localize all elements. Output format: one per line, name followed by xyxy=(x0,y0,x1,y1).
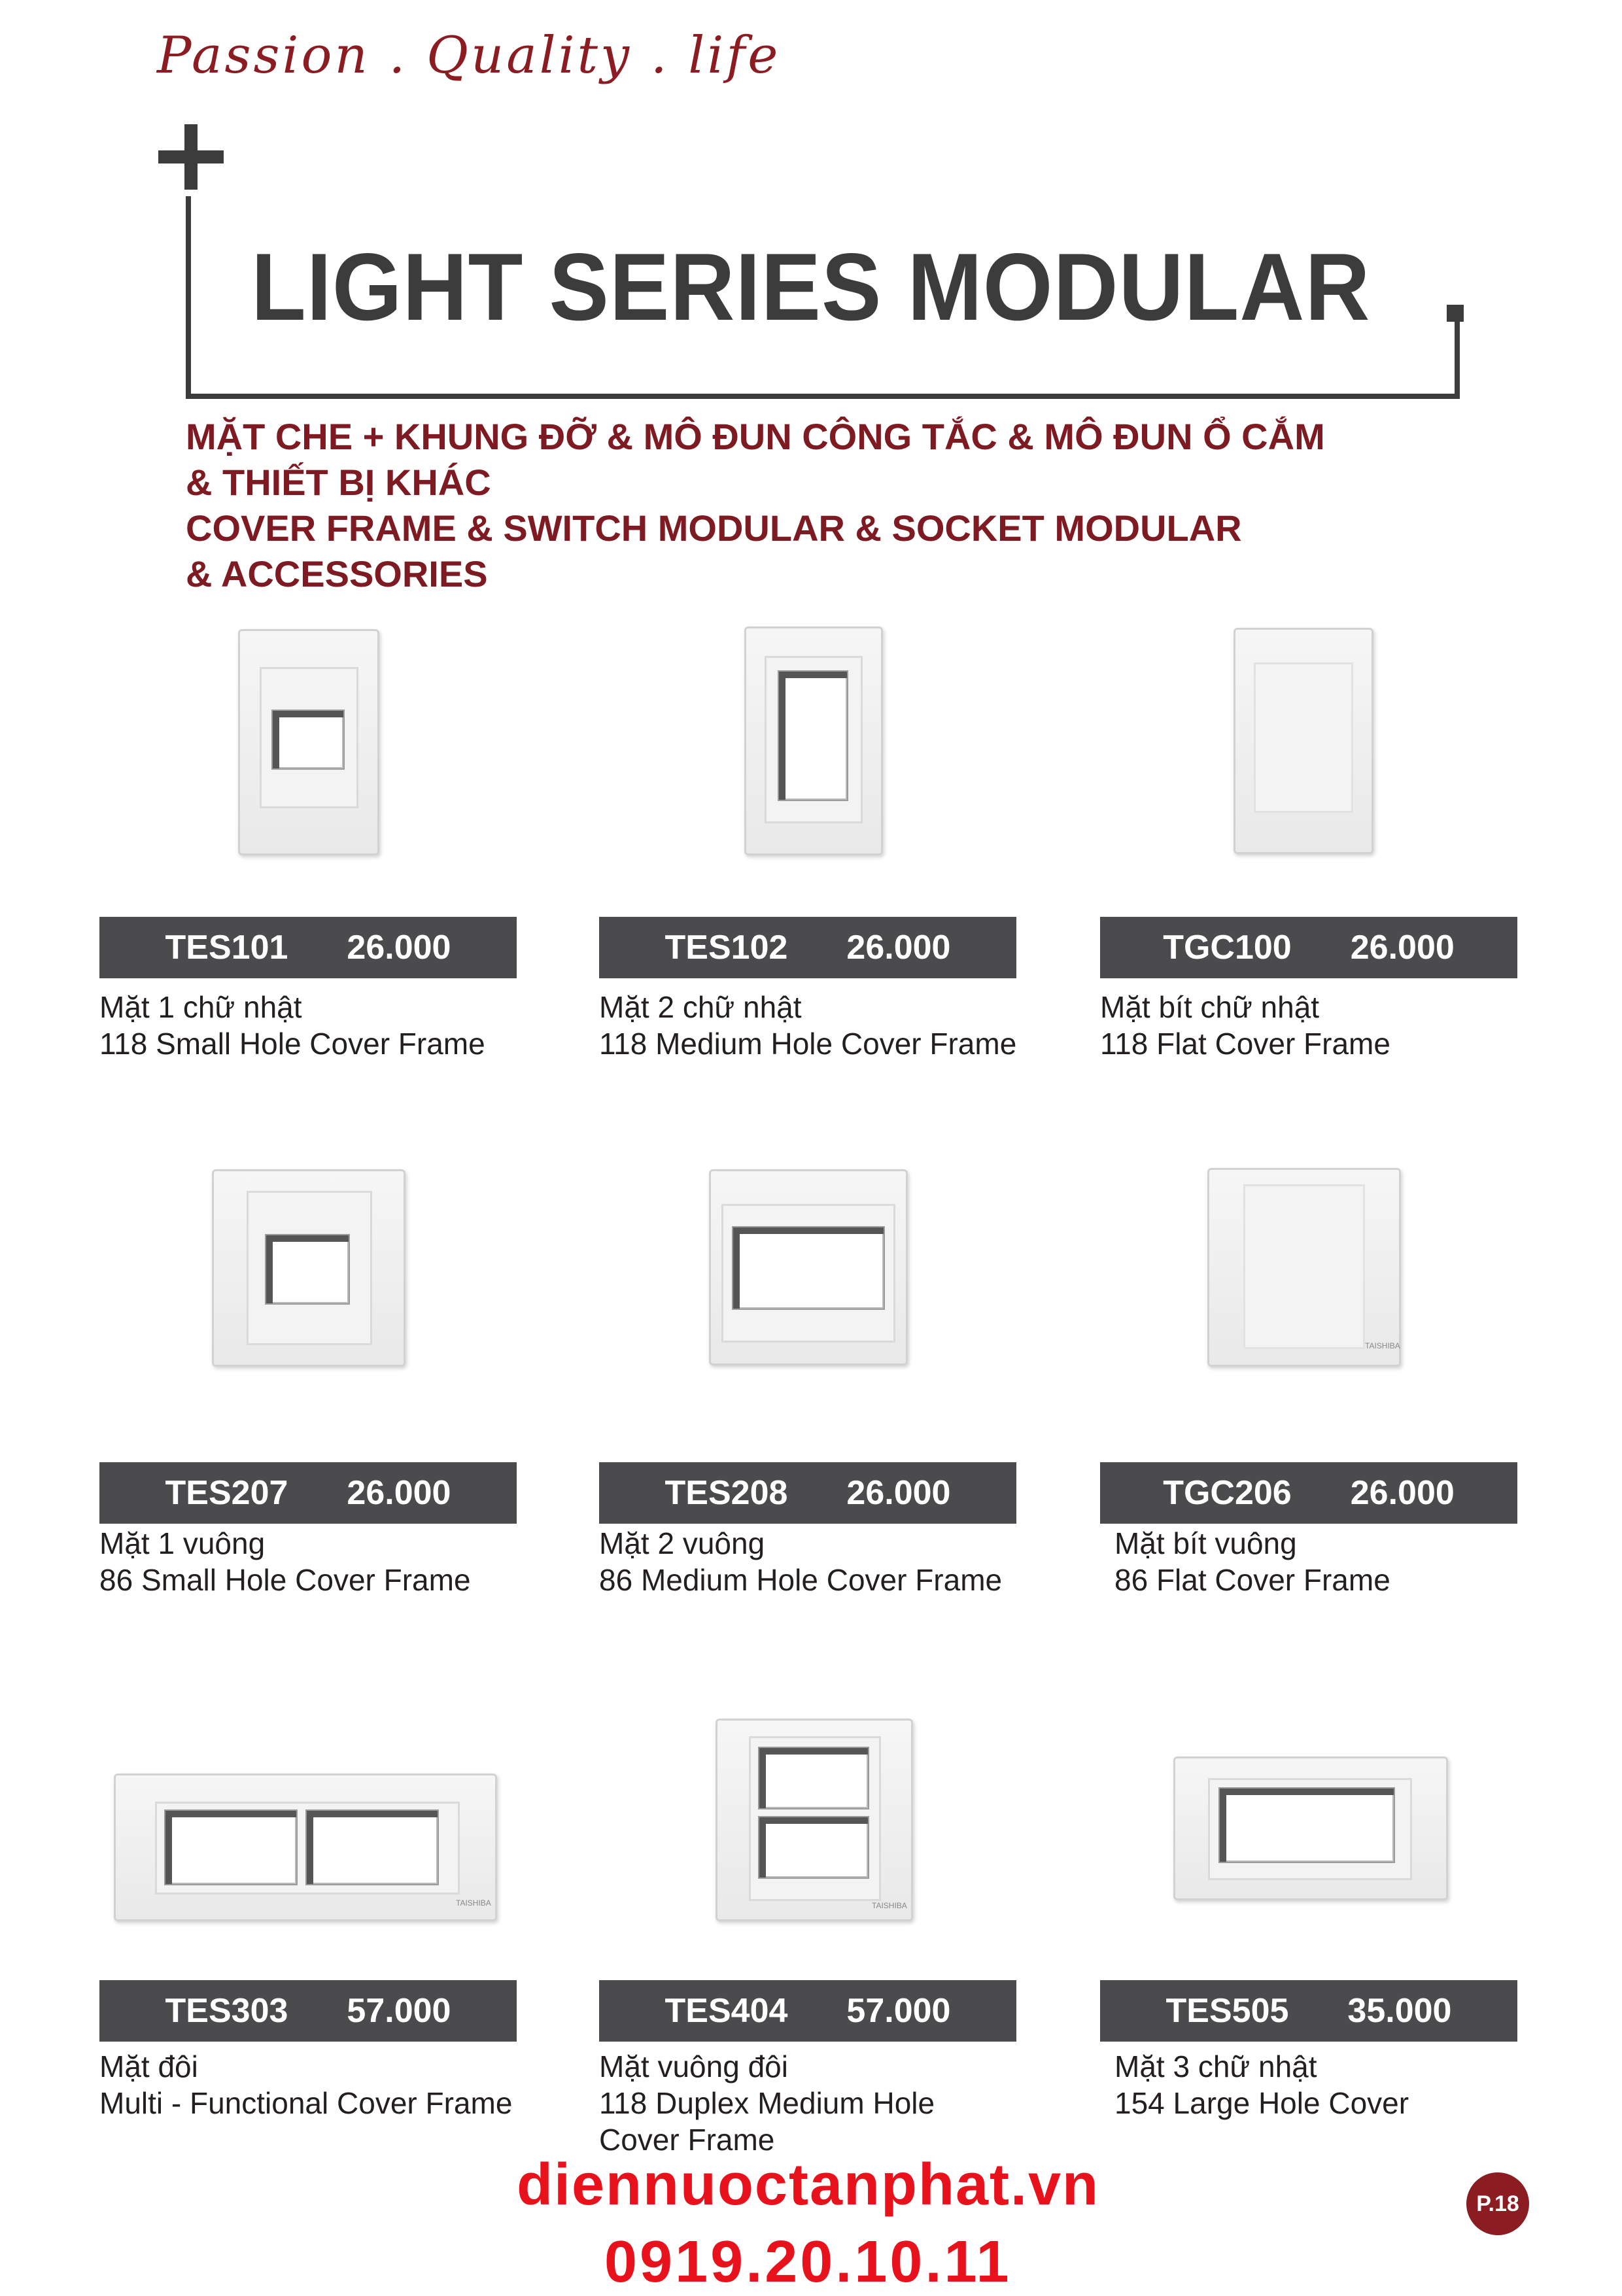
product-description xyxy=(599,989,1031,1062)
product-image xyxy=(744,626,883,855)
product-price: 26.000 xyxy=(1350,929,1455,967)
desc-en: 118 Medium Hole Cover Frame xyxy=(599,1027,1017,1061)
cover-hole xyxy=(271,710,345,770)
page-title: LIGHT SERIES MODULAR xyxy=(251,233,1371,340)
desc-vi: Mặt 2 chữ nhật xyxy=(599,990,802,1024)
desc-vi: Mặt bít chữ nhật xyxy=(1100,990,1320,1024)
product-image xyxy=(238,629,379,855)
product-code: TES404 xyxy=(664,1992,788,2030)
code-bar xyxy=(599,1980,1016,2042)
desc-vi: Mặt bít vuông xyxy=(1114,1526,1297,1560)
code-bar xyxy=(1100,917,1517,978)
code-bar xyxy=(99,917,517,978)
product-card xyxy=(1100,628,1519,1086)
desc-en: 86 Flat Cover Frame xyxy=(1114,1563,1390,1597)
cover-hole xyxy=(1218,1787,1395,1863)
desc-en: 154 Large Hole Cover xyxy=(1114,2086,1409,2120)
product-card xyxy=(99,628,518,1086)
product-description xyxy=(99,2048,531,2121)
product-card xyxy=(599,1169,1018,1627)
page-number-badge: P.18 xyxy=(1466,2172,1529,2235)
product-image xyxy=(1173,1756,1448,1900)
product-price: 26.000 xyxy=(347,929,451,967)
plus-icon xyxy=(158,124,224,190)
desc-vi: Mặt đôi xyxy=(99,2049,198,2083)
product-code: TGC100 xyxy=(1163,929,1292,967)
subtitle-line-3: COVER FRAME & SWITCH MODULAR & SOCKET MODULAR xyxy=(186,507,1242,549)
product-code: TES505 xyxy=(1165,1992,1289,2030)
product-price: 26.000 xyxy=(846,929,951,967)
bracket-bottom-line xyxy=(186,394,1460,399)
product-code: TES102 xyxy=(664,929,788,967)
product-image xyxy=(114,1773,497,1921)
code-bar xyxy=(99,1980,517,2042)
product-code: TES303 xyxy=(165,1992,288,2030)
desc-en: 118 Flat Cover Frame xyxy=(1100,1027,1390,1061)
cover-hole xyxy=(778,670,848,801)
product-price: 57.000 xyxy=(846,1992,951,2030)
brand-mark: TAISHIBA xyxy=(456,1898,491,1908)
product-description xyxy=(599,1525,1031,1598)
cover-hole xyxy=(164,1809,298,1885)
product-price: 26.000 xyxy=(347,1474,451,1512)
product-image xyxy=(1234,628,1373,854)
product-image xyxy=(709,1169,908,1365)
code-bar xyxy=(99,1462,517,1524)
product-description xyxy=(99,989,531,1062)
product-code: TES207 xyxy=(165,1474,288,1512)
product-description xyxy=(1114,2048,1546,2121)
product-description xyxy=(1100,989,1532,1062)
product-description xyxy=(599,2048,1018,2158)
bracket-dot xyxy=(1447,305,1464,322)
product-image xyxy=(1207,1168,1401,1367)
footer-phone: 0919.20.10.11 xyxy=(604,2229,1012,2295)
code-bar xyxy=(599,917,1016,978)
desc-vi: Mặt 2 vuông xyxy=(599,1526,765,1560)
product-code: TES208 xyxy=(664,1474,788,1512)
desc-en: Multi - Functional Cover Frame xyxy=(99,2086,513,2120)
product-price: 26.000 xyxy=(846,1474,951,1512)
product-code: TES101 xyxy=(165,929,288,967)
code-bar xyxy=(1100,1980,1517,2042)
subtitle-line-1: MẶT CHE + KHUNG ĐỠ & MÔ ĐUN CÔNG TẮC & MÔ ĐUN Ổ CẮM xyxy=(186,416,1325,457)
desc-vi: Mặt 1 chữ nhật xyxy=(99,990,302,1024)
code-bar xyxy=(1100,1462,1517,1524)
cover-hole xyxy=(265,1234,350,1305)
product-description xyxy=(99,1525,531,1598)
desc-en: 118 Small Hole Cover Frame xyxy=(99,1027,485,1061)
product-card xyxy=(1100,1720,1519,2178)
bracket-right-line xyxy=(1455,319,1460,398)
tagline: Passion . Quality . life xyxy=(157,26,781,85)
product-code: TGC206 xyxy=(1163,1474,1292,1512)
product-image xyxy=(212,1169,406,1367)
product-price: 35.000 xyxy=(1347,1992,1452,2030)
desc-en: 86 Small Hole Cover Frame xyxy=(99,1563,471,1597)
product-card xyxy=(599,1720,1018,2178)
desc-vi: Mặt 1 vuông xyxy=(99,1526,266,1560)
cover-hole xyxy=(732,1226,885,1310)
desc-en: 118 Duplex Medium Hole Cover Frame xyxy=(599,2086,935,2157)
subtitle-line-4: & ACCESSORIES xyxy=(186,553,488,594)
code-bar xyxy=(599,1462,1016,1524)
cover-hole xyxy=(305,1809,439,1885)
brand-mark: TAISHIBA xyxy=(872,1901,907,1910)
product-image xyxy=(716,1719,913,1921)
product-description xyxy=(1114,1525,1546,1598)
cover-hole xyxy=(758,1747,869,1809)
product-card xyxy=(99,1720,518,2178)
product-price: 26.000 xyxy=(1350,1474,1455,1512)
desc-en: 86 Medium Hole Cover Frame xyxy=(599,1563,1003,1597)
product-card xyxy=(599,628,1018,1086)
product-price: 57.000 xyxy=(347,1992,451,2030)
brand-mark: TAISHIBA xyxy=(1365,1341,1400,1350)
subtitle xyxy=(186,414,1325,597)
cover-hole xyxy=(758,1816,869,1879)
desc-vi: Mặt 3 chữ nhật xyxy=(1114,2049,1317,2083)
subtitle-line-2: & THIẾT BỊ KHÁC xyxy=(186,462,491,503)
bracket-left-line xyxy=(186,196,191,399)
footer-website: diennuoctanphat.vn xyxy=(517,2152,1099,2218)
product-card xyxy=(1100,1169,1519,1627)
desc-vi: Mặt vuông đôi xyxy=(599,2049,788,2083)
product-card xyxy=(99,1169,518,1627)
